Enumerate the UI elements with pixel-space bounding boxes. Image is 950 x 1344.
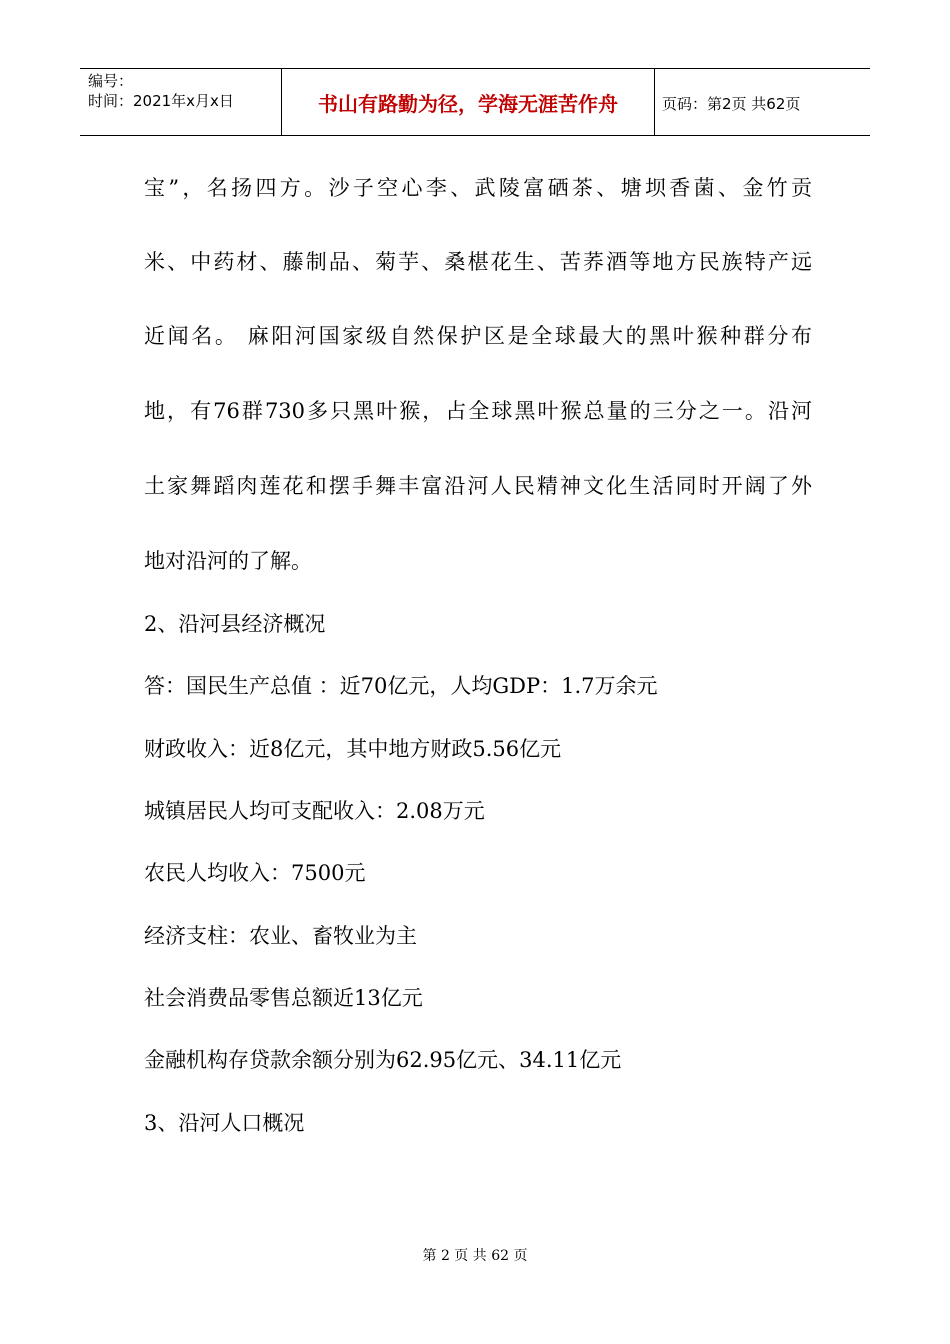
paragraph-line: 米、中药材、藤制品、菊芋、桑椹花生、苦荞酒等地方民族特产远 xyxy=(144,250,812,274)
section-heading: 2、沿河县经济概况 xyxy=(144,612,326,636)
header-divider xyxy=(654,69,655,135)
document-header xyxy=(80,68,870,136)
paragraph-line: 土家舞蹈肉莲花和摆手舞丰富沿河人民精神文化生活同时开阔了外 xyxy=(144,474,812,498)
list-item: 农民人均收入：7500元 xyxy=(144,861,366,885)
paragraph-line: 宝”，名扬四方。沙子空心李、武陵富硒茶、塘坝香菌、金竹贡 xyxy=(144,176,812,200)
paragraph-line: 近闻名。 麻阳河国家级自然保护区是全球最大的黑叶猴种群分布 xyxy=(144,324,812,348)
time-label: 时间：2021年x月x日 xyxy=(88,92,234,110)
list-item: 经济支柱：农业、畜牧业为主 xyxy=(144,924,417,948)
paragraph-line: 地对沿河的了解。 xyxy=(144,549,312,573)
list-item: 答：国民生产总值 ：近70亿元，人均GDP：1.7万余元 xyxy=(144,674,658,698)
number-label: 编号： xyxy=(88,72,134,90)
list-item: 金融机构存贷款余额分别为62.95亿元、34.11亿元 xyxy=(144,1048,622,1072)
page-footer: 第 2 页 共 62 页 xyxy=(422,1248,528,1264)
section-heading: 3、沿河人口概况 xyxy=(144,1111,305,1135)
header-motto: 书山有路勤为径，学海无涯苦作舟 xyxy=(318,92,618,116)
list-item: 财政收入：近8亿元，其中地方财政5.56亿元 xyxy=(144,737,562,761)
header-page-info: 页码：第2页 共62页 xyxy=(662,95,801,113)
list-item: 城镇居民人均可支配收入：2.08万元 xyxy=(144,799,485,823)
paragraph-line: 地，有76群730多只黑叶猴，占全球黑叶猴总量的三分之一。沿河 xyxy=(144,399,812,423)
header-meta xyxy=(88,71,234,111)
list-item: 社会消费品零售总额近13亿元 xyxy=(144,986,423,1010)
